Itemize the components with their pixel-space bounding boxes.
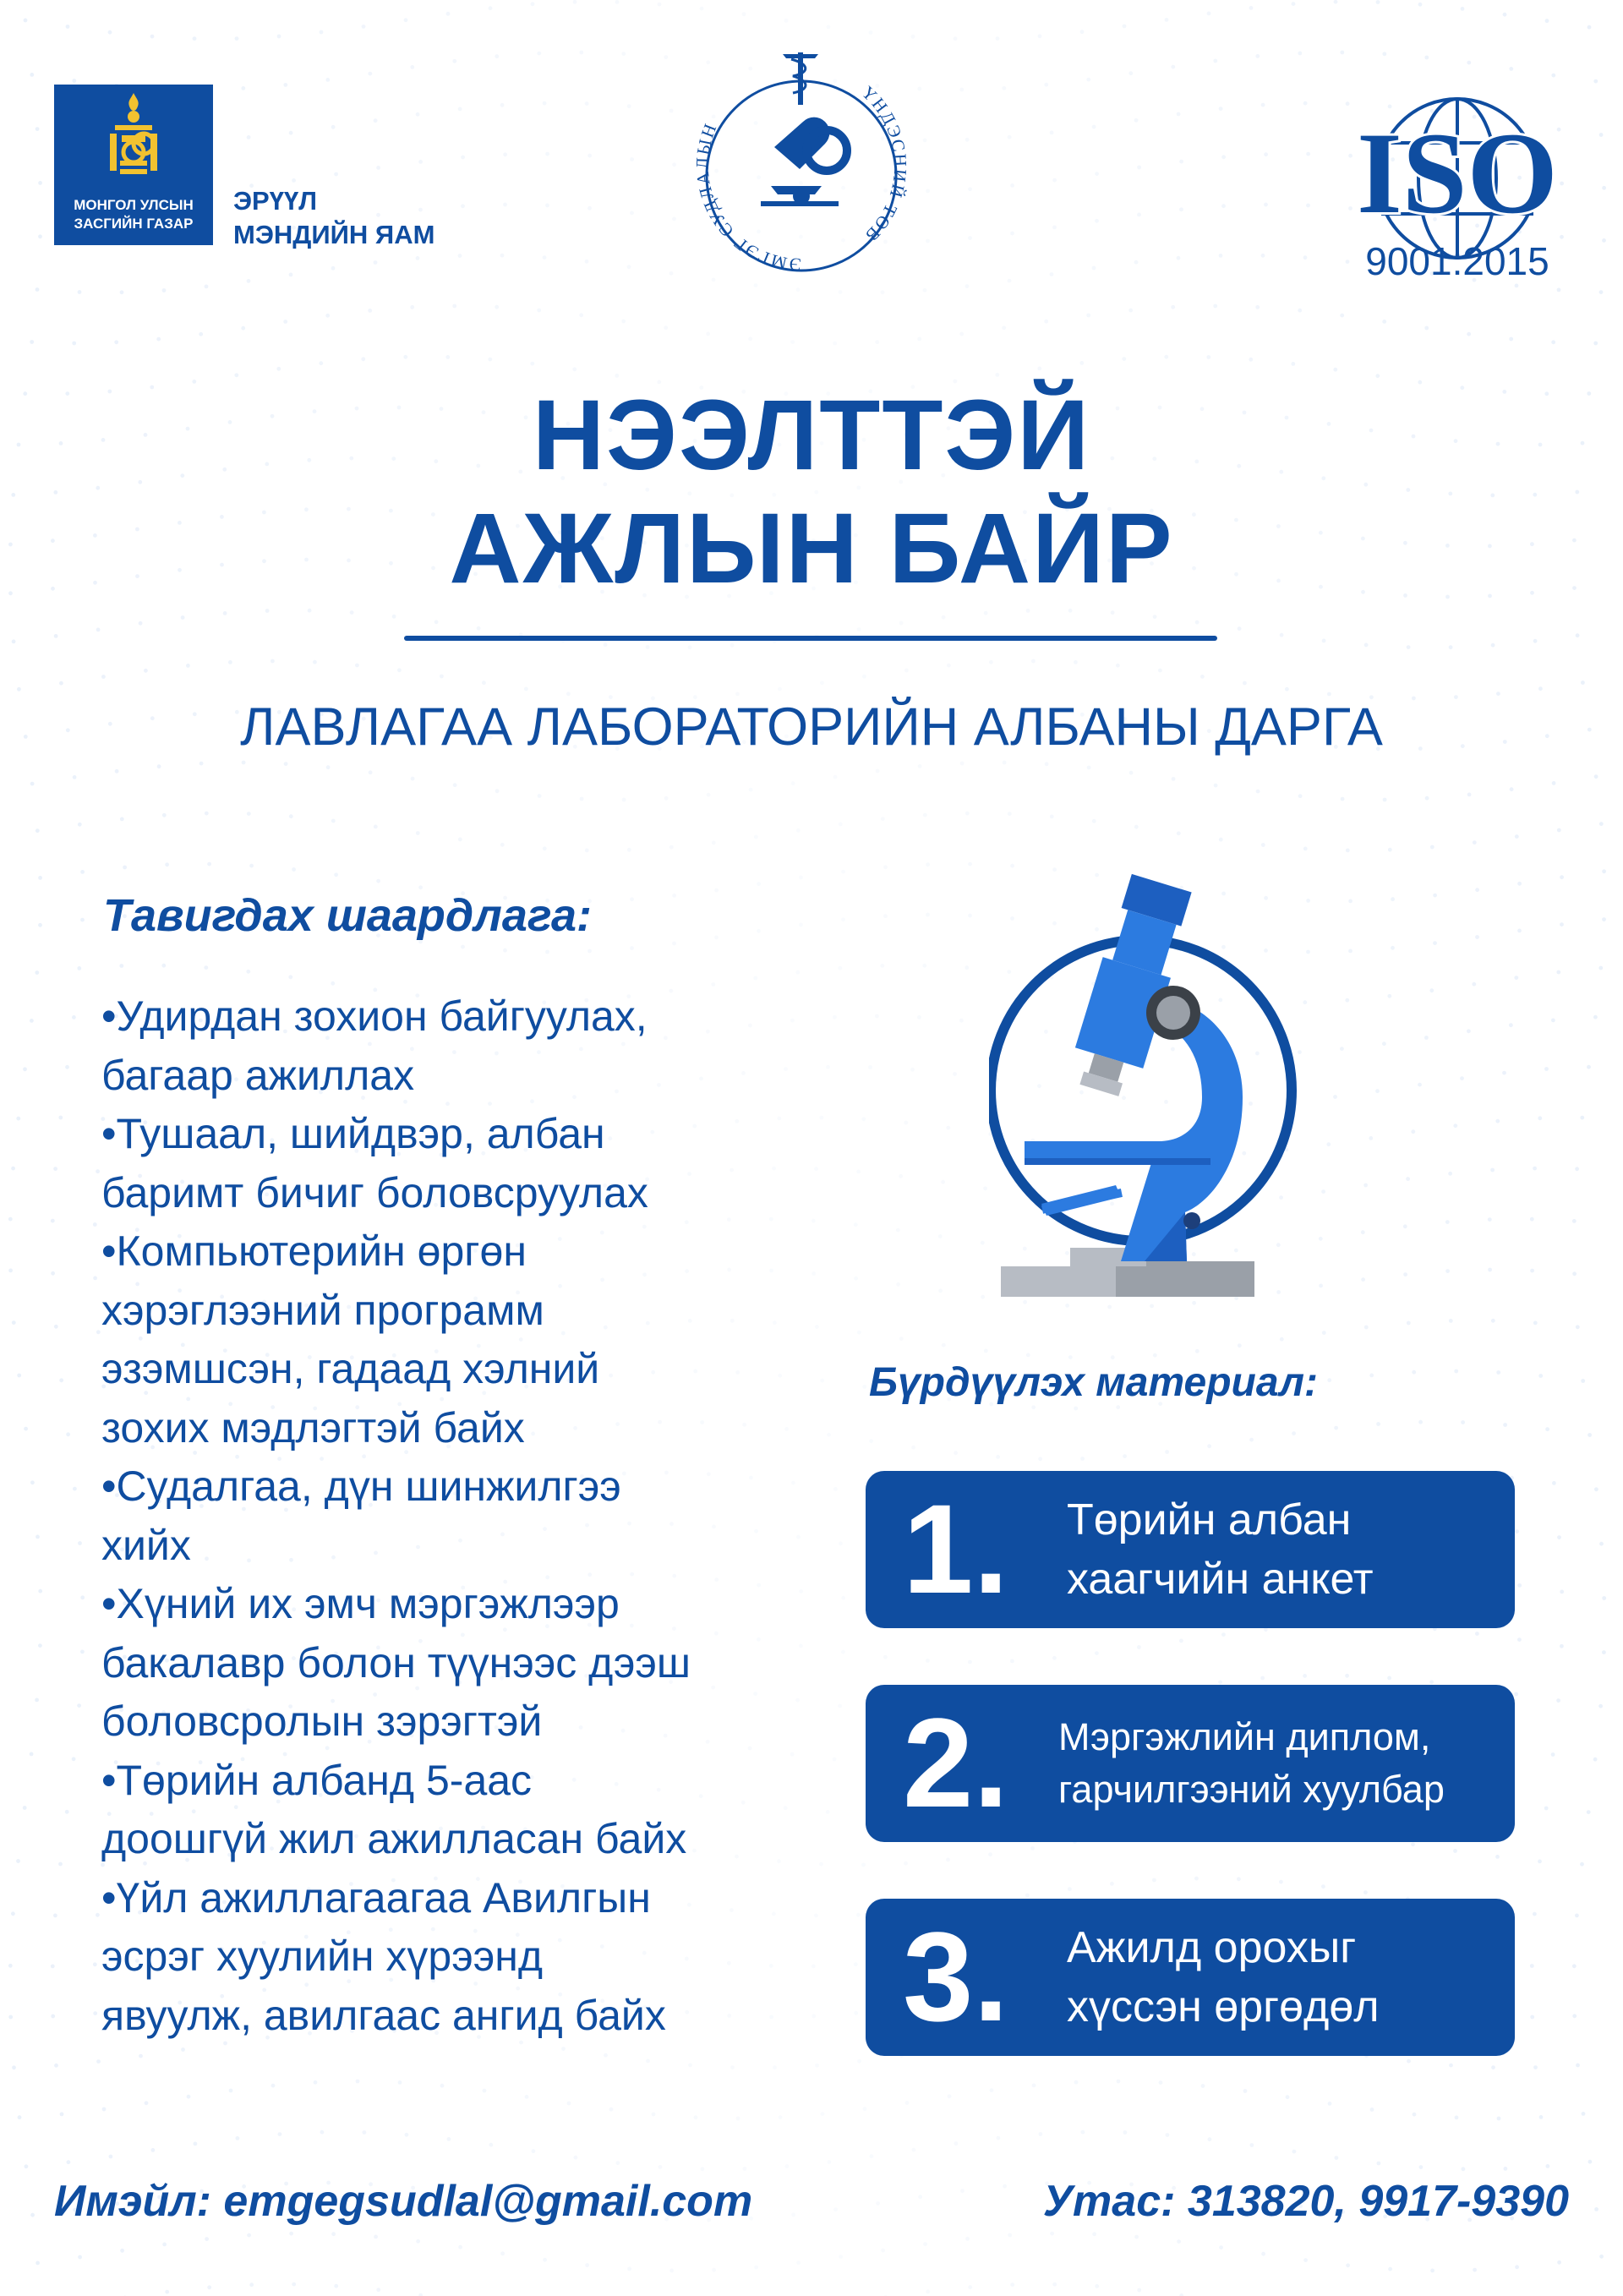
ministry-name: ЭРҮҮЛ МЭНДИЙН ЯАМ <box>233 186 435 249</box>
material-number: 1. <box>903 1478 1009 1620</box>
requirements-list <box>101 987 862 2045</box>
page-title: НЭЭЛТТЭЙ АЖЛЫН БАЙР <box>449 380 1174 604</box>
list-item: •Удирдан зохион байгуулах, багаар ажиллах <box>101 992 648 1099</box>
emblem-icon <box>103 91 164 176</box>
materials-heading: Бүрдүүлэх материал: <box>869 1360 1318 1405</box>
emblem-ring-text-left: ЭМГЭГ СУДЛАЛЫН <box>691 119 802 276</box>
iso-mark: ISO <box>1357 108 1558 238</box>
government-logo-caption: МОНГОЛ УЛСЫН ЗАСГИЙН ГАЗАР <box>74 197 194 232</box>
list-item: •Судалгаа, дүн шинжилгээ хийх <box>101 1462 621 1569</box>
material-number: 3. <box>903 1905 1009 2047</box>
position-title: ЛАВЛАГАА ЛАБОРАТОРИЙН АЛБАНЫ ДАРГА <box>240 697 1383 757</box>
list-item: •Тушаал, шийдвэр, албан баримт бичиг боловсруулах <box>101 1110 648 1216</box>
material-card-3 <box>866 1899 1515 2056</box>
list-item: •Компьютерийн өргөн хэрэглээний программ эзэмшсэн, гадаад хэлний зохих мэдлэгтэй байх <box>101 1227 600 1451</box>
emblem-ring-text-right: ҮНДЭСНИЙ ТӨВ <box>857 81 911 247</box>
list-item: •Хүний их эмч мэргэжлээр бакалавр болон түүнээс дээш боловсролын зэрэгтэй <box>101 1580 691 1745</box>
material-card-1 <box>866 1471 1515 1628</box>
material-text: Мэргэжлийн диплом, гарчилгээний хуулбар <box>1058 1715 1445 1811</box>
medical-center-emblem-icon <box>683 47 920 284</box>
contact-email: Имэйл: emgegsudlal@gmail.com <box>54 2177 753 2226</box>
list-item: •Үйл ажиллагаагаа Авилгын эсрэг хуулийн хүрээнд явуулж, авилгаас ангид байх <box>101 1873 666 2039</box>
material-text: Ажилд орохыг хүссэн өргөдөл <box>1067 1923 1380 2031</box>
material-text: Төрийн албан хаагчийн анкет <box>1067 1495 1374 1604</box>
list-item: •Төрийн албанд 5-аас доошгүй жил ажилласан байх <box>101 1756 687 1862</box>
iso-certificate-number: 9001:2015 <box>1365 239 1549 283</box>
title-divider <box>404 636 1217 641</box>
requirements-heading: Тавигдах шаардлага: <box>103 890 593 941</box>
government-logo <box>54 85 213 245</box>
contact-phone: Утас: 313820, 9917-9390 <box>1042 2177 1569 2226</box>
microscope-icon <box>989 871 1344 1310</box>
material-number: 2. <box>903 1692 1009 1834</box>
material-card-2 <box>866 1685 1515 1842</box>
